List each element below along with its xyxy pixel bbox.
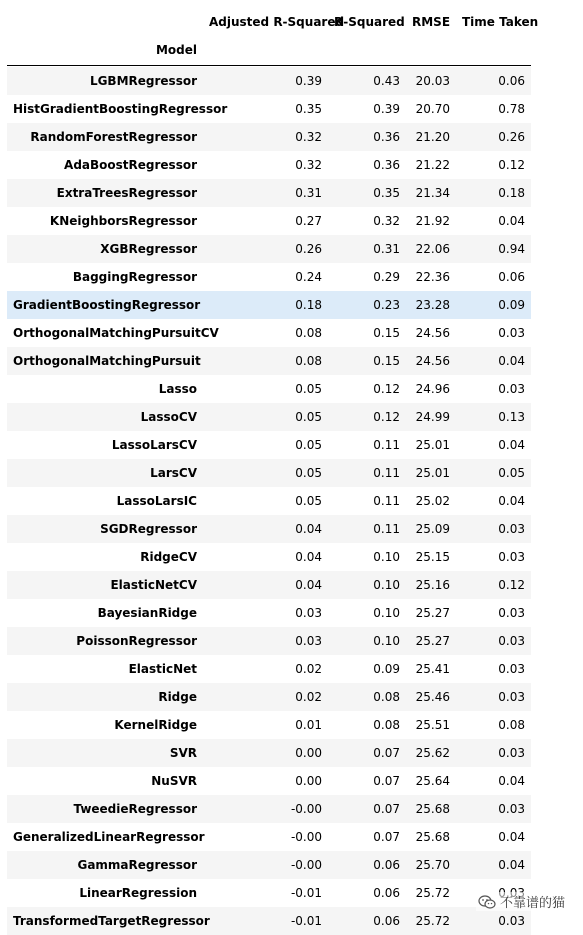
time-taken-cell: 0.18 (498, 186, 525, 200)
time-taken-cell: 0.03 (498, 690, 525, 704)
rmse-cell: 25.01 (415, 466, 450, 480)
rmse-cell: 24.99 (415, 410, 450, 424)
r-squared-cell: 0.11 (373, 438, 400, 452)
table-row (7, 907, 531, 935)
r-squared-cell: 0.31 (373, 242, 400, 256)
table-row (7, 431, 531, 459)
time-taken-cell: 0.12 (498, 158, 525, 172)
r-squared-cell: 0.23 (373, 298, 400, 312)
model-name-cell: NuSVR (151, 774, 197, 788)
rmse-cell: 25.41 (415, 662, 450, 676)
table-row (7, 95, 531, 123)
r-squared-cell: 0.07 (373, 774, 400, 788)
rmse-cell: 21.34 (415, 186, 450, 200)
index-name-row (7, 36, 531, 64)
time-taken-cell: 0.04 (498, 438, 525, 452)
model-name-cell: HistGradientBoostingRegressor (13, 102, 228, 116)
rmse-cell: 20.03 (415, 74, 450, 88)
table-row (7, 683, 531, 711)
rmse-cell: 25.09 (415, 522, 450, 536)
table-row (7, 543, 531, 571)
time-taken-cell: 0.04 (498, 354, 525, 368)
column-header-time-taken: Time Taken (462, 15, 539, 29)
rmse-cell: 25.62 (415, 746, 450, 760)
rmse-cell: 21.20 (415, 130, 450, 144)
table-row (7, 235, 531, 263)
r-squared-cell: 0.43 (373, 74, 400, 88)
time-taken-cell: 0.03 (498, 802, 525, 816)
table-row (7, 851, 531, 879)
rmse-cell: 25.51 (415, 718, 450, 732)
rmse-cell: 22.36 (415, 270, 450, 284)
adjusted-r-squared-cell: 0.24 (295, 270, 322, 284)
time-taken-cell: 0.03 (498, 522, 525, 536)
r-squared-cell: 0.09 (373, 662, 400, 676)
adjusted-r-squared-cell: 0.05 (295, 438, 322, 452)
table-row (7, 67, 531, 95)
model-name-cell: OrthogonalMatchingPursuitCV (13, 326, 219, 340)
rmse-cell: 23.28 (415, 298, 450, 312)
rmse-cell: 25.70 (415, 858, 450, 872)
time-taken-cell: 0.04 (498, 214, 525, 228)
table-row (7, 151, 531, 179)
adjusted-r-squared-cell: 0.35 (295, 102, 322, 116)
watermark-text: 不靠谱的猫 (499, 896, 565, 911)
r-squared-cell: 0.32 (373, 214, 400, 228)
adjusted-r-squared-cell: 0.05 (295, 466, 322, 480)
column-header-r-squared: R-Squared (334, 15, 405, 29)
wechat-icon (478, 895, 496, 909)
adjusted-r-squared-cell: 0.26 (295, 242, 322, 256)
time-taken-cell: 0.78 (498, 102, 525, 116)
adjusted-r-squared-cell: 0.32 (295, 158, 322, 172)
adjusted-r-squared-cell: 0.00 (295, 774, 322, 788)
model-name-cell: LGBMRegressor (89, 74, 197, 88)
model-name-cell: AdaBoostRegressor (64, 158, 197, 172)
adjusted-r-squared-cell: -0.00 (290, 802, 322, 816)
table-row (7, 207, 531, 235)
r-squared-cell: 0.29 (373, 270, 400, 284)
table-row (7, 123, 531, 151)
model-name-cell: Ridge (158, 690, 197, 704)
rmse-cell: 21.22 (415, 158, 450, 172)
adjusted-r-squared-cell: -0.01 (290, 914, 322, 928)
table-row (7, 599, 531, 627)
model-name-cell: BayesianRidge (97, 606, 197, 620)
model-name-cell: SGDRegressor (100, 522, 197, 536)
model-name-cell: RidgeCV (140, 550, 197, 564)
r-squared-cell: 0.10 (373, 606, 400, 620)
time-taken-cell: 0.03 (498, 326, 525, 340)
rmse-cell: 24.56 (415, 354, 450, 368)
rmse-cell: 25.01 (415, 438, 450, 452)
model-name-cell: KNeighborsRegressor (49, 214, 197, 228)
rmse-cell: 25.68 (415, 830, 450, 844)
table-row (7, 179, 531, 207)
r-squared-cell: 0.06 (373, 886, 400, 900)
adjusted-r-squared-cell: 0.04 (295, 550, 322, 564)
adjusted-r-squared-cell: 0.18 (295, 298, 322, 312)
model-name-cell: LassoLarsCV (111, 438, 197, 452)
r-squared-cell: 0.36 (373, 158, 400, 172)
time-taken-cell: 0.03 (498, 662, 525, 676)
time-taken-cell: 0.04 (498, 858, 525, 872)
time-taken-cell: 0.06 (498, 74, 525, 88)
adjusted-r-squared-cell: 0.03 (295, 634, 322, 648)
model-name-cell: GradientBoostingRegressor (13, 298, 201, 312)
model-name-cell: XGBRegressor (100, 242, 197, 256)
r-squared-cell: 0.07 (373, 802, 400, 816)
adjusted-r-squared-cell: -0.00 (290, 830, 322, 844)
model-name-cell: GammaRegressor (77, 858, 197, 872)
table-row (7, 767, 531, 795)
adjusted-r-squared-cell: 0.02 (295, 690, 322, 704)
time-taken-cell: 0.03 (498, 746, 525, 760)
time-taken-cell: 0.05 (498, 466, 525, 480)
model-name-cell: ExtraTreesRegressor (56, 186, 197, 200)
adjusted-r-squared-cell: 0.05 (295, 410, 322, 424)
table-row (7, 375, 531, 403)
table-row (7, 571, 531, 599)
adjusted-r-squared-cell: 0.04 (295, 578, 322, 592)
rmse-cell: 25.46 (415, 690, 450, 704)
model-name-cell: KernelRidge (114, 718, 197, 732)
time-taken-cell: 0.03 (498, 382, 525, 396)
index-name-header: Model (155, 43, 197, 57)
rmse-cell: 22.06 (415, 242, 450, 256)
r-squared-cell: 0.08 (373, 690, 400, 704)
adjusted-r-squared-cell: 0.39 (295, 74, 322, 88)
adjusted-r-squared-cell: -0.00 (290, 858, 322, 872)
adjusted-r-squared-cell: -0.01 (290, 886, 322, 900)
model-name-cell: TweedieRegressor (73, 802, 197, 816)
rmse-cell: 25.15 (415, 550, 450, 564)
adjusted-r-squared-cell: 0.00 (295, 746, 322, 760)
adjusted-r-squared-cell: 0.04 (295, 522, 322, 536)
table-row (7, 655, 531, 683)
time-taken-cell: 0.03 (498, 550, 525, 564)
table-row (7, 627, 531, 655)
model-name-cell: TransformedTargetRegressor (13, 914, 210, 928)
r-squared-cell: 0.12 (373, 382, 400, 396)
rmse-cell: 25.27 (415, 606, 450, 620)
model-name-cell: ElasticNet (128, 662, 197, 676)
adjusted-r-squared-cell: 0.05 (295, 382, 322, 396)
adjusted-r-squared-cell: 0.08 (295, 326, 322, 340)
table-row (7, 263, 531, 291)
time-taken-cell: 0.06 (498, 270, 525, 284)
r-squared-cell: 0.08 (373, 718, 400, 732)
table-row (7, 403, 531, 431)
adjusted-r-squared-cell: 0.32 (295, 130, 322, 144)
model-name-cell: ElasticNetCV (110, 578, 197, 592)
r-squared-cell: 0.10 (373, 578, 400, 592)
rmse-cell: 25.72 (415, 886, 450, 900)
table-row (7, 879, 531, 907)
r-squared-cell: 0.36 (373, 130, 400, 144)
table-row (7, 291, 531, 319)
rmse-cell: 25.68 (415, 802, 450, 816)
table-row (7, 319, 531, 347)
model-name-cell: RandomForestRegressor (30, 130, 197, 144)
r-squared-cell: 0.12 (373, 410, 400, 424)
model-name-cell: PoissonRegressor (76, 634, 197, 648)
table-row (7, 795, 531, 823)
time-taken-cell: 0.13 (498, 410, 525, 424)
rmse-cell: 25.02 (415, 494, 450, 508)
time-taken-cell: 0.04 (498, 774, 525, 788)
r-squared-cell: 0.06 (373, 914, 400, 928)
rmse-cell: 25.27 (415, 634, 450, 648)
table-row (7, 823, 531, 851)
table-row (7, 515, 531, 543)
table-row (7, 487, 531, 515)
model-name-cell: GeneralizedLinearRegressor (13, 830, 205, 844)
adjusted-r-squared-cell: 0.27 (295, 214, 322, 228)
r-squared-cell: 0.10 (373, 634, 400, 648)
table-row (7, 347, 531, 375)
model-name-cell: LinearRegression (79, 886, 197, 900)
rmse-cell: 20.70 (415, 102, 450, 116)
header-divider (7, 65, 531, 66)
time-taken-cell: 0.03 (498, 634, 525, 648)
time-taken-cell: 0.09 (498, 298, 525, 312)
adjusted-r-squared-cell: 0.08 (295, 354, 322, 368)
adjusted-r-squared-cell: 0.03 (295, 606, 322, 620)
adjusted-r-squared-cell: 0.05 (295, 494, 322, 508)
time-taken-cell: 0.03 (498, 914, 525, 928)
table-body (7, 67, 531, 935)
adjusted-r-squared-cell: 0.02 (295, 662, 322, 676)
r-squared-cell: 0.06 (373, 858, 400, 872)
r-squared-cell: 0.15 (373, 326, 400, 340)
time-taken-cell: 0.26 (498, 130, 525, 144)
time-taken-cell: 0.12 (498, 578, 525, 592)
time-taken-cell: 0.08 (498, 718, 525, 732)
r-squared-cell: 0.35 (373, 186, 400, 200)
column-header-adjusted-r-squared: Adjusted R-Squared (209, 15, 345, 29)
model-name-cell: Lasso (158, 382, 197, 396)
table-row (7, 739, 531, 767)
model-name-cell: BaggingRegressor (72, 270, 197, 284)
rmse-cell: 21.92 (415, 214, 450, 228)
r-squared-cell: 0.11 (373, 522, 400, 536)
table-row (7, 711, 531, 739)
time-taken-cell: 0.04 (498, 830, 525, 844)
r-squared-cell: 0.11 (373, 494, 400, 508)
time-taken-cell: 0.94 (498, 242, 525, 256)
time-taken-cell: 0.04 (498, 494, 525, 508)
table-row (7, 459, 531, 487)
adjusted-r-squared-cell: 0.31 (295, 186, 322, 200)
watermark (476, 892, 567, 911)
column-header-row (7, 8, 539, 36)
adjusted-r-squared-cell: 0.01 (295, 718, 322, 732)
r-squared-cell: 0.10 (373, 550, 400, 564)
r-squared-cell: 0.07 (373, 830, 400, 844)
rmse-cell: 25.16 (415, 578, 450, 592)
model-name-cell: SVR (169, 746, 197, 760)
r-squared-cell: 0.15 (373, 354, 400, 368)
rmse-cell: 25.72 (415, 914, 450, 928)
r-squared-cell: 0.11 (373, 466, 400, 480)
model-name-cell: LassoLarsIC (116, 494, 197, 508)
column-header-rmse: RMSE (412, 15, 451, 29)
rmse-cell: 24.96 (415, 382, 450, 396)
model-name-cell: OrthogonalMatchingPursuit (13, 354, 201, 368)
rmse-cell: 24.56 (415, 326, 450, 340)
time-taken-cell: 0.03 (498, 606, 525, 620)
model-name-cell: LarsCV (150, 466, 197, 480)
r-squared-cell: 0.07 (373, 746, 400, 760)
rmse-cell: 25.64 (415, 774, 450, 788)
model-name-cell: LassoCV (140, 410, 197, 424)
r-squared-cell: 0.39 (373, 102, 400, 116)
